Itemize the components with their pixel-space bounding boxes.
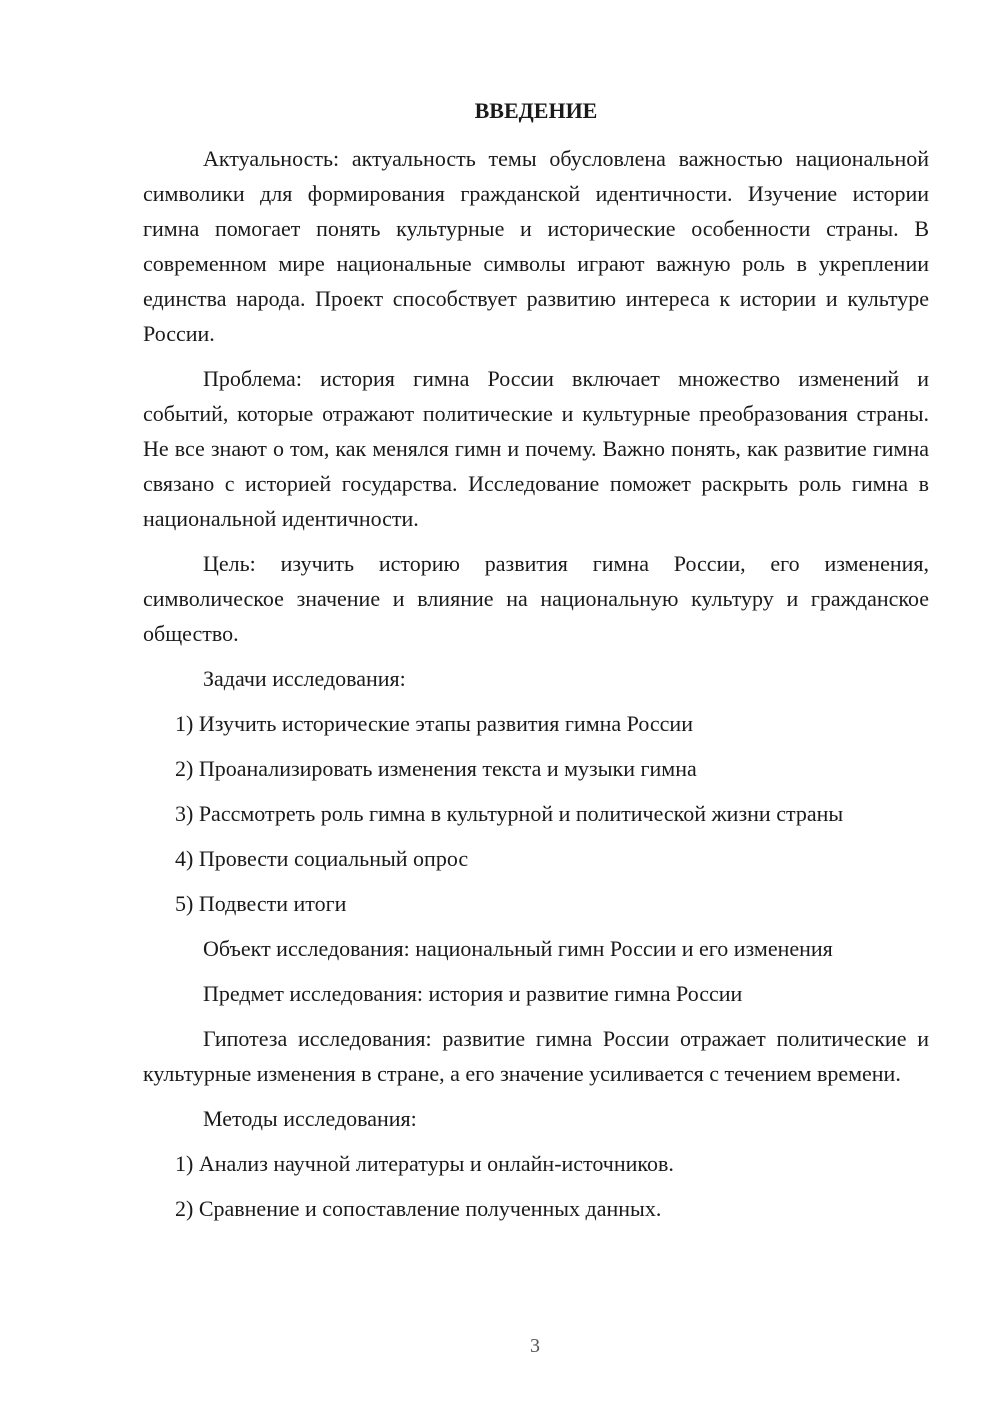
task-item-1: 1) Изучить исторические этапы развития гимна России xyxy=(175,711,693,736)
method-item-2: 2) Сравнение и сопоставление полученных данных. xyxy=(175,1196,662,1221)
hypothesis-paragraph: Гипотеза исследования: развитие гимна России отражает политические и культурные изменения в стране, а его значение усиливается с течением времени. xyxy=(143,1026,929,1086)
method-item-1: 1) Анализ научной литературы и онлайн-источников. xyxy=(175,1151,674,1176)
tasks-heading: Задачи исследования: xyxy=(203,666,406,691)
section-title: ВВЕДЕНИЕ xyxy=(474,98,598,123)
page-content xyxy=(143,96,929,1236)
page-number: 3 xyxy=(530,1335,540,1357)
task-item-5: 5) Подвести итоги xyxy=(175,891,347,916)
goal-paragraph: Цель: изучить историю развития гимна России, его изменения, символическое значение и влияние на национальную культуру и гражданское общество. xyxy=(143,551,929,646)
task-item-4: 4) Провести социальный опрос xyxy=(175,846,469,871)
relevance-paragraph: Актуальность: актуальность темы обусловлена важностью национальной символики для формирования гражданской идентичности. Изучение истории гимна помогает понять культурные и исторические особенности страны. В современном мире национальные символы играют важную роль в укреплении единства народа. Проект способствует развитию интереса к истории и культуре России. xyxy=(143,146,929,346)
task-item-3: 3) Рассмотреть роль гимна в культурной и политической жизни страны xyxy=(175,801,844,826)
problem-paragraph: Проблема: история гимна России включает множество изменений и событий, которые отражают политические и культурные преобразования страны. Не все знают о том, как менялся гимн и почему. Важно понять, как развитие гимна связано с историей государства. Исследование поможет раскрыть роль гимна в национальной идентичности. xyxy=(143,366,929,531)
object-line: Объект исследования: национальный гимн России и его изменения xyxy=(203,936,833,961)
subject-line: Предмет исследования: история и развитие гимна России xyxy=(203,981,743,1006)
methods-heading: Методы исследования: xyxy=(203,1106,417,1131)
task-item-2: 2) Проанализировать изменения текста и музыки гимна xyxy=(175,756,697,781)
